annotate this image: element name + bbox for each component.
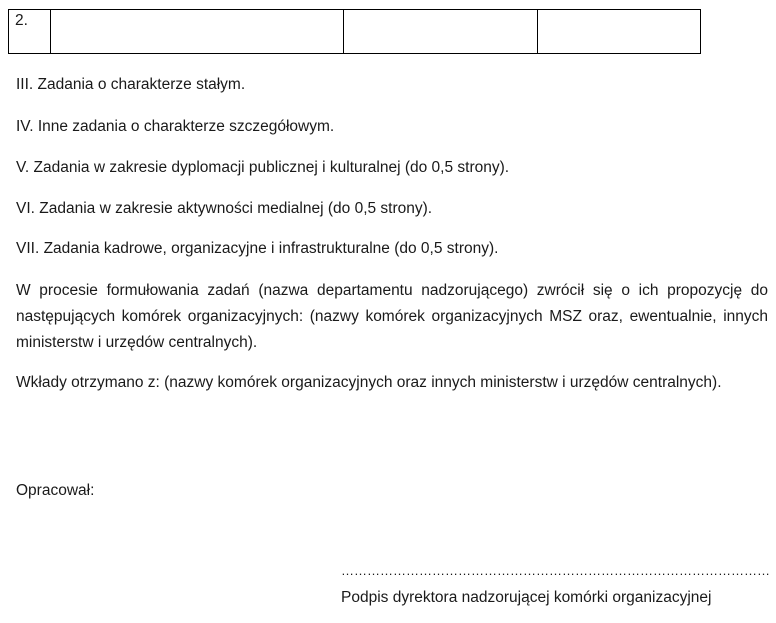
table-cell xyxy=(537,10,701,54)
table-cell xyxy=(343,10,537,54)
contributions-paragraph: Wkłady otrzymano z: (nazwy komórek organizacyjnych oraz innych ministerstw i urzędów centralnych). xyxy=(16,374,722,391)
prepared-by-label: Opracował: xyxy=(16,482,95,499)
signature-block xyxy=(341,563,770,609)
table-cell xyxy=(51,10,344,54)
table-cell-number: 2. xyxy=(9,10,51,54)
signature-caption: Podpis dyrektora nadzorującej komórki organizacyjnej xyxy=(341,589,712,606)
section-iv-heading: IV. Inne zadania o charakterze szczegółowym. xyxy=(16,118,335,135)
section-iii-heading: III. Zadania o charakterze stałym. xyxy=(16,76,246,93)
table-row xyxy=(9,10,701,54)
task-table xyxy=(8,9,701,54)
signature-line: ……………………………………………………………………………………… xyxy=(341,563,770,578)
section-vi-heading: VI. Zadania w zakresie aktywności medialnej (do 0,5 strony). xyxy=(16,200,433,217)
formulation-paragraph: W procesie formułowania zadań (nazwa departamentu nadzorującego) zwrócił się o ich propozycję do następujących komórek organizacyjnych: (nazwy komórek organizacyjnych MSZ oraz, ewentualnie, innych ministerstw i urzędów centralnych). xyxy=(16,282,768,351)
section-v-heading: V. Zadania w zakresie dyplomacji publicznej i kulturalnej (do 0,5 strony). xyxy=(16,159,510,176)
section-vii-heading: VII. Zadania kadrowe, organizacyjne i infrastrukturalne (do 0,5 strony). xyxy=(16,240,499,257)
